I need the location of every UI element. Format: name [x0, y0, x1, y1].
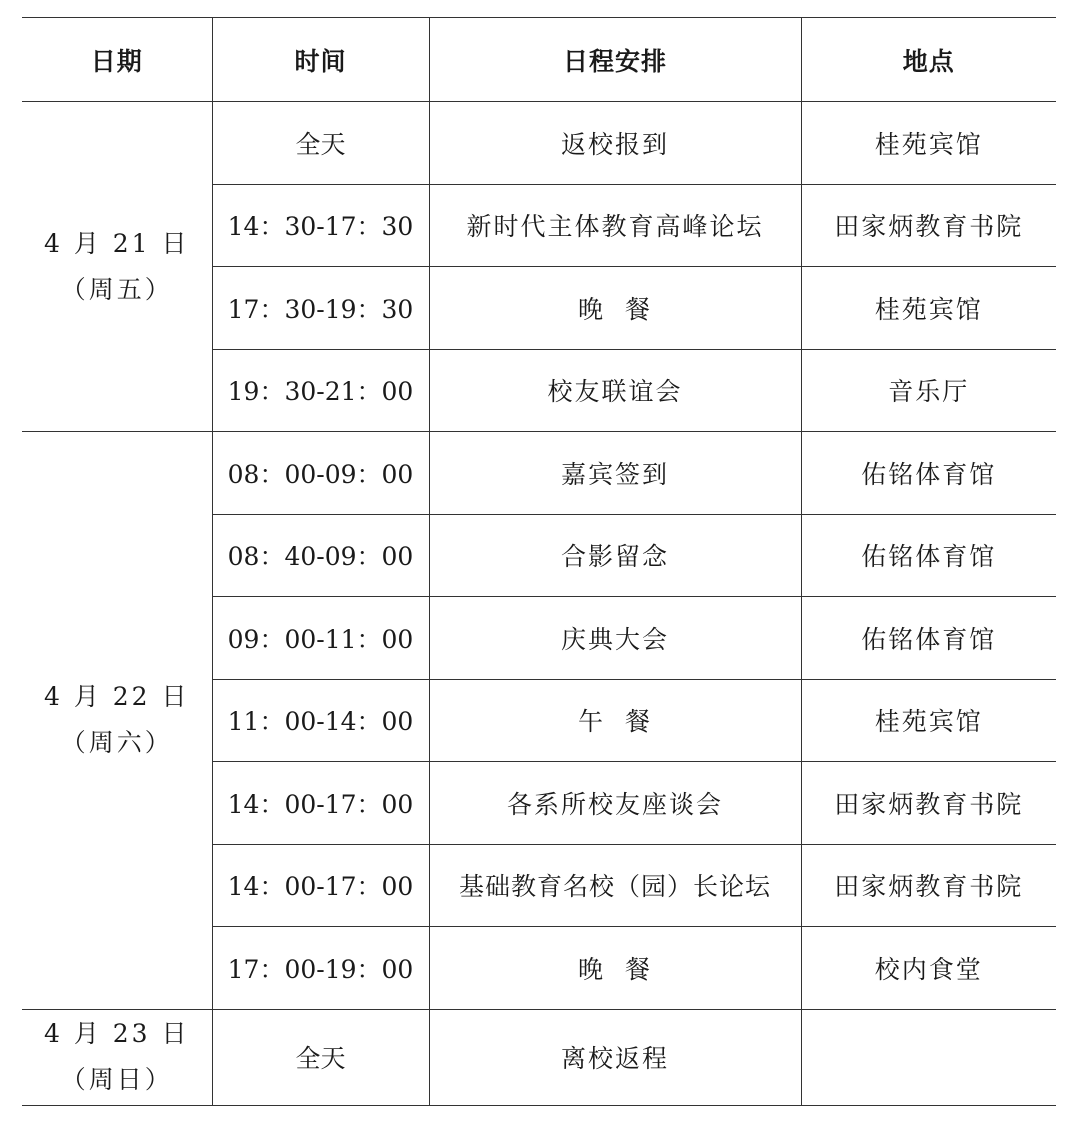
time-cell: 17：30-19：30: [212, 267, 429, 350]
venue-cell: 田家炳教育书院: [801, 844, 1056, 927]
time-cell: 14：00-17：00: [212, 844, 429, 927]
time-cell: 19：30-21：00: [212, 349, 429, 432]
date-label: 4 月 23 日: [43, 1019, 190, 1048]
event-cell: 返校报到: [429, 102, 801, 185]
date-cell: [22, 102, 212, 432]
venue-cell: 佑铭体育馆: [801, 597, 1056, 680]
venue-cell: 桂苑宾馆: [801, 267, 1056, 350]
event-cell: 庆典大会: [429, 597, 801, 680]
table-body: [22, 102, 1056, 1106]
event-cell: 合影留念: [429, 514, 801, 597]
event-cell: 午 餐: [429, 679, 801, 762]
venue-cell: 田家炳教育书院: [801, 762, 1056, 845]
venue-cell: 桂苑宾馆: [801, 102, 1056, 185]
venue-cell: [801, 1009, 1056, 1105]
event-cell: 晚 餐: [429, 927, 801, 1010]
event-cell: 校友联谊会: [429, 349, 801, 432]
event-cell: 各系所校友座谈会: [429, 762, 801, 845]
venue-cell: 佑铭体育馆: [801, 432, 1056, 515]
table-row: [22, 1009, 1056, 1105]
time-cell: 17：00-19：00: [212, 927, 429, 1010]
time-cell: 14：30-17：30: [212, 184, 429, 267]
table-row: [22, 432, 1056, 515]
table-header: [22, 18, 1056, 102]
venue-cell: 校内食堂: [801, 927, 1056, 1010]
event-cell: 基础教育名校（园）长论坛: [429, 844, 801, 927]
time-cell: 14：00-17：00: [212, 762, 429, 845]
venue-cell: 佑铭体育馆: [801, 514, 1056, 597]
schedule-table: [22, 17, 1056, 1106]
venue-cell: 桂苑宾馆: [801, 679, 1056, 762]
table-row: [22, 102, 1056, 185]
venue-cell: 田家炳教育书院: [801, 184, 1056, 267]
event-cell: 嘉宾签到: [429, 432, 801, 515]
time-cell: 08：00-09：00: [212, 432, 429, 515]
time-cell: 全天: [212, 1009, 429, 1105]
header-row: [22, 18, 1056, 102]
date-cell: [22, 1009, 212, 1105]
event-cell: 新时代主体教育高峰论坛: [429, 184, 801, 267]
header-date: 日期: [22, 18, 212, 102]
time-cell: 全天: [212, 102, 429, 185]
date-cell: [22, 432, 212, 1010]
time-cell: 11：00-14：00: [212, 679, 429, 762]
event-cell: 晚 餐: [429, 267, 801, 350]
time-cell: 08：40-09：00: [212, 514, 429, 597]
weekday-label: （周日）: [60, 1065, 173, 1094]
header-time: 时间: [212, 18, 429, 102]
header-venue: 地点: [801, 18, 1056, 102]
date-label: 4 月 21 日: [43, 228, 190, 258]
weekday-label: （周五）: [60, 274, 173, 304]
date-label: 4 月 22 日: [43, 682, 190, 712]
time-cell: 09：00-11：00: [212, 597, 429, 680]
header-event: 日程安排: [429, 18, 801, 102]
weekday-label: （周六）: [60, 728, 173, 758]
venue-cell: 音乐厅: [801, 349, 1056, 432]
event-cell: 离校返程: [429, 1009, 801, 1105]
